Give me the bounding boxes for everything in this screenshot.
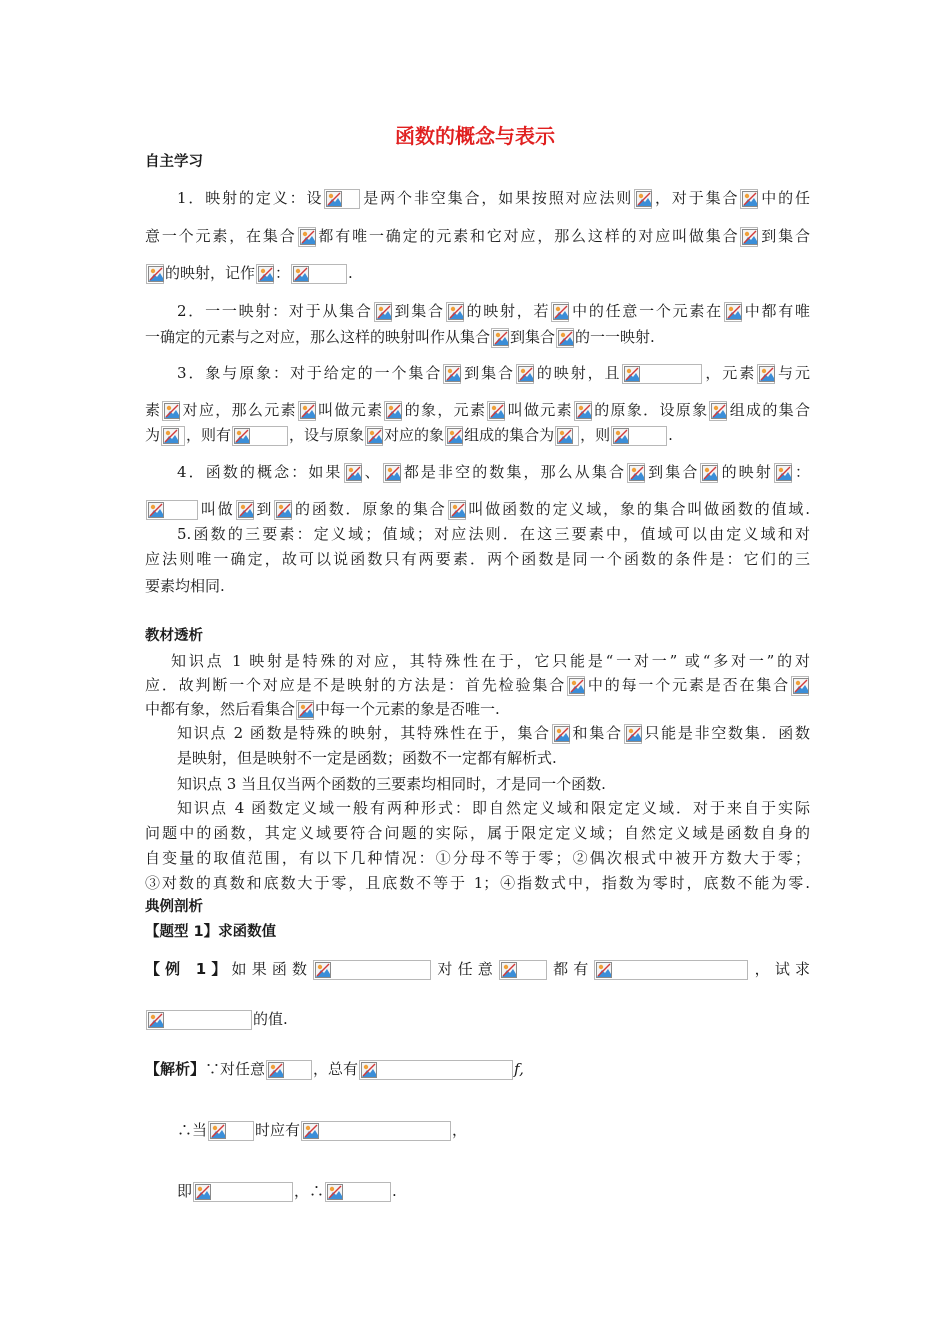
- broken-image-icon: [232, 426, 288, 446]
- broken-image-icon: [574, 401, 592, 421]
- broken-image-icon: [624, 724, 642, 744]
- broken-image-icon: [499, 960, 547, 980]
- text-line: 4．函数的概念：如果 、 都是非空的数集，那么从集合 到集合 的映射 ：: [177, 463, 810, 481]
- broken-image-icon: [443, 364, 461, 384]
- broken-image-icon: [556, 328, 574, 348]
- broken-image-icon: [555, 426, 579, 446]
- broken-image-icon: [298, 227, 316, 247]
- broken-image-icon: [552, 724, 570, 744]
- question-type-heading: 【题型 1】求函数值: [145, 924, 277, 940]
- example-line: 【例 1】如果函数 对任意 都有 ，试求: [145, 960, 810, 978]
- text-line: 应．故判断一个对应是不是映射的方法是：首先检验集合 中的每一个元素是否在集合: [145, 674, 810, 696]
- text-line: 是映射，但是映射不一定是函数；函数不一定都有解析式.: [177, 749, 557, 767]
- broken-image-icon: [161, 426, 185, 446]
- broken-image-icon: [611, 426, 667, 446]
- broken-image-icon: [740, 189, 758, 209]
- text-line: 问题中的函数，其定义域要符合问题的实际，属于限定定义域；自然定义域是函数自身的: [145, 824, 810, 842]
- broken-image-icon: [291, 264, 347, 284]
- section-heading-examples: 典例剖析: [145, 899, 203, 915]
- broken-image-icon: [146, 264, 164, 284]
- text-line: 应法则唯一确定，故可以说函数只有两要素．两个函数是同一个函数的条件是：它们的三: [145, 550, 810, 568]
- broken-image-icon: [296, 700, 314, 720]
- text-line: 要素均相同.: [145, 577, 225, 595]
- broken-image-icon: [774, 463, 792, 483]
- example-line: 的值.: [145, 1008, 810, 1030]
- broken-image-icon: [325, 1182, 391, 1202]
- solution-line: 【解析】∵对任意 ，总有 f,: [145, 1060, 524, 1078]
- solution-line: 即 ，∴ .: [177, 1182, 397, 1200]
- text-line: 为 ，则有 ，设与原象 对应的象 组成的集合为 ，则 .: [145, 426, 673, 444]
- text-line: 2．一一映射：对于从集合 到集合 的映射，若 中的任意一个元素在 中都有唯: [177, 302, 810, 320]
- text-line: 自变量的取值范围，有以下几种情况：①分母不等于零；②偶次根式中被开方数大于零；: [145, 849, 810, 867]
- text-line: 知识点 2 函数是特殊的映射，其特殊性在于，集合 和集合 只能是非空数集．函数: [177, 724, 810, 742]
- broken-image-icon: [634, 189, 652, 209]
- broken-image-icon: [516, 364, 534, 384]
- broken-image-icon: [445, 426, 463, 446]
- text-line: 3．象与原象：对于给定的一个集合 到集合 的映射，且 ，元素 与元: [177, 364, 810, 382]
- broken-image-icon: [700, 463, 718, 483]
- broken-image-icon: [374, 302, 392, 322]
- broken-image-icon: [365, 426, 383, 446]
- broken-image-icon: [146, 500, 198, 520]
- broken-image-icon: [384, 401, 402, 421]
- broken-image-icon: [383, 463, 401, 483]
- broken-image-icon: [724, 302, 742, 322]
- text-line: 中都有象，然后看集合 中每一个元素的象是否唯一.: [145, 700, 500, 718]
- page-title: 函数的概念与表示: [395, 124, 555, 148]
- text-line: 知识点 1 映射是特殊的对应，其特殊性在于，它只能是“一对一” 或“多对一”的对: [171, 652, 810, 670]
- text-line: 1．映射的定义：设 是两个非空集合，如果按照对应法则 ，对于集合 中的任: [177, 189, 810, 207]
- text-line: 5.函数的三要素：定义域；值域；对应法则．在这三要素中，值域可以由定义域和对: [177, 525, 810, 543]
- broken-image-icon: [146, 1010, 252, 1030]
- broken-image-icon: [324, 189, 360, 209]
- broken-image-icon: [274, 500, 292, 520]
- broken-image-icon: [313, 960, 431, 980]
- broken-image-icon: [448, 500, 466, 520]
- broken-image-icon: [740, 227, 758, 247]
- broken-image-icon: [344, 463, 362, 483]
- text-line: 知识点 3 当且仅当两个函数的三要素均相同时，才是同一个函数.: [177, 775, 606, 793]
- broken-image-icon: [622, 364, 702, 384]
- broken-image-icon: [594, 960, 748, 980]
- text-line: 叫做 到 的函数．原象的集合 叫做函数的定义域，象的集合叫做函数的值域.: [145, 498, 810, 520]
- broken-image-icon: [236, 500, 254, 520]
- text-line: ③对数的真数和底数大于零，且底数不等于 1；④指数式中，指数为零时，底数不能为零.: [145, 874, 810, 892]
- broken-image-icon: [627, 463, 645, 483]
- broken-image-icon: [298, 401, 316, 421]
- broken-image-icon: [301, 1121, 451, 1141]
- broken-image-icon: [791, 676, 809, 696]
- section-heading-textbook: 教材透析: [145, 628, 203, 644]
- text-line: 意一个元素，在集合 都有唯一确定的元素和它对应，那么这样的对应叫做集合 到集合: [145, 227, 810, 245]
- broken-image-icon: [266, 1060, 312, 1080]
- text-line: 知识点 4 函数定义域一般有两种形式：即自然定义域和限定定义域．对于来自于实际: [177, 799, 810, 817]
- broken-image-icon: [757, 364, 775, 384]
- broken-image-icon: [487, 401, 505, 421]
- broken-image-icon: [709, 401, 727, 421]
- broken-image-icon: [446, 302, 464, 322]
- text-line: 一确定的元素与之对应，那么这样的映射叫作从集合 到集合 的一一映射.: [145, 328, 655, 346]
- section-heading-self-study: 自主学习: [145, 154, 203, 170]
- broken-image-icon: [193, 1182, 293, 1202]
- broken-image-icon: [567, 676, 585, 696]
- broken-image-icon: [491, 328, 509, 348]
- solution-line: ∴当 时应有 ，: [177, 1121, 468, 1139]
- broken-image-icon: [256, 264, 274, 284]
- broken-image-icon: [551, 302, 569, 322]
- text-line: 的映射，记作 ： .: [145, 262, 810, 284]
- broken-image-icon: [359, 1060, 513, 1080]
- broken-image-icon: [208, 1121, 254, 1141]
- text-line: 素 对应，那么元素 叫做元素 的象，元素 叫做元素 的原象．设原象 组成的集合: [145, 401, 810, 419]
- broken-image-icon: [162, 401, 180, 421]
